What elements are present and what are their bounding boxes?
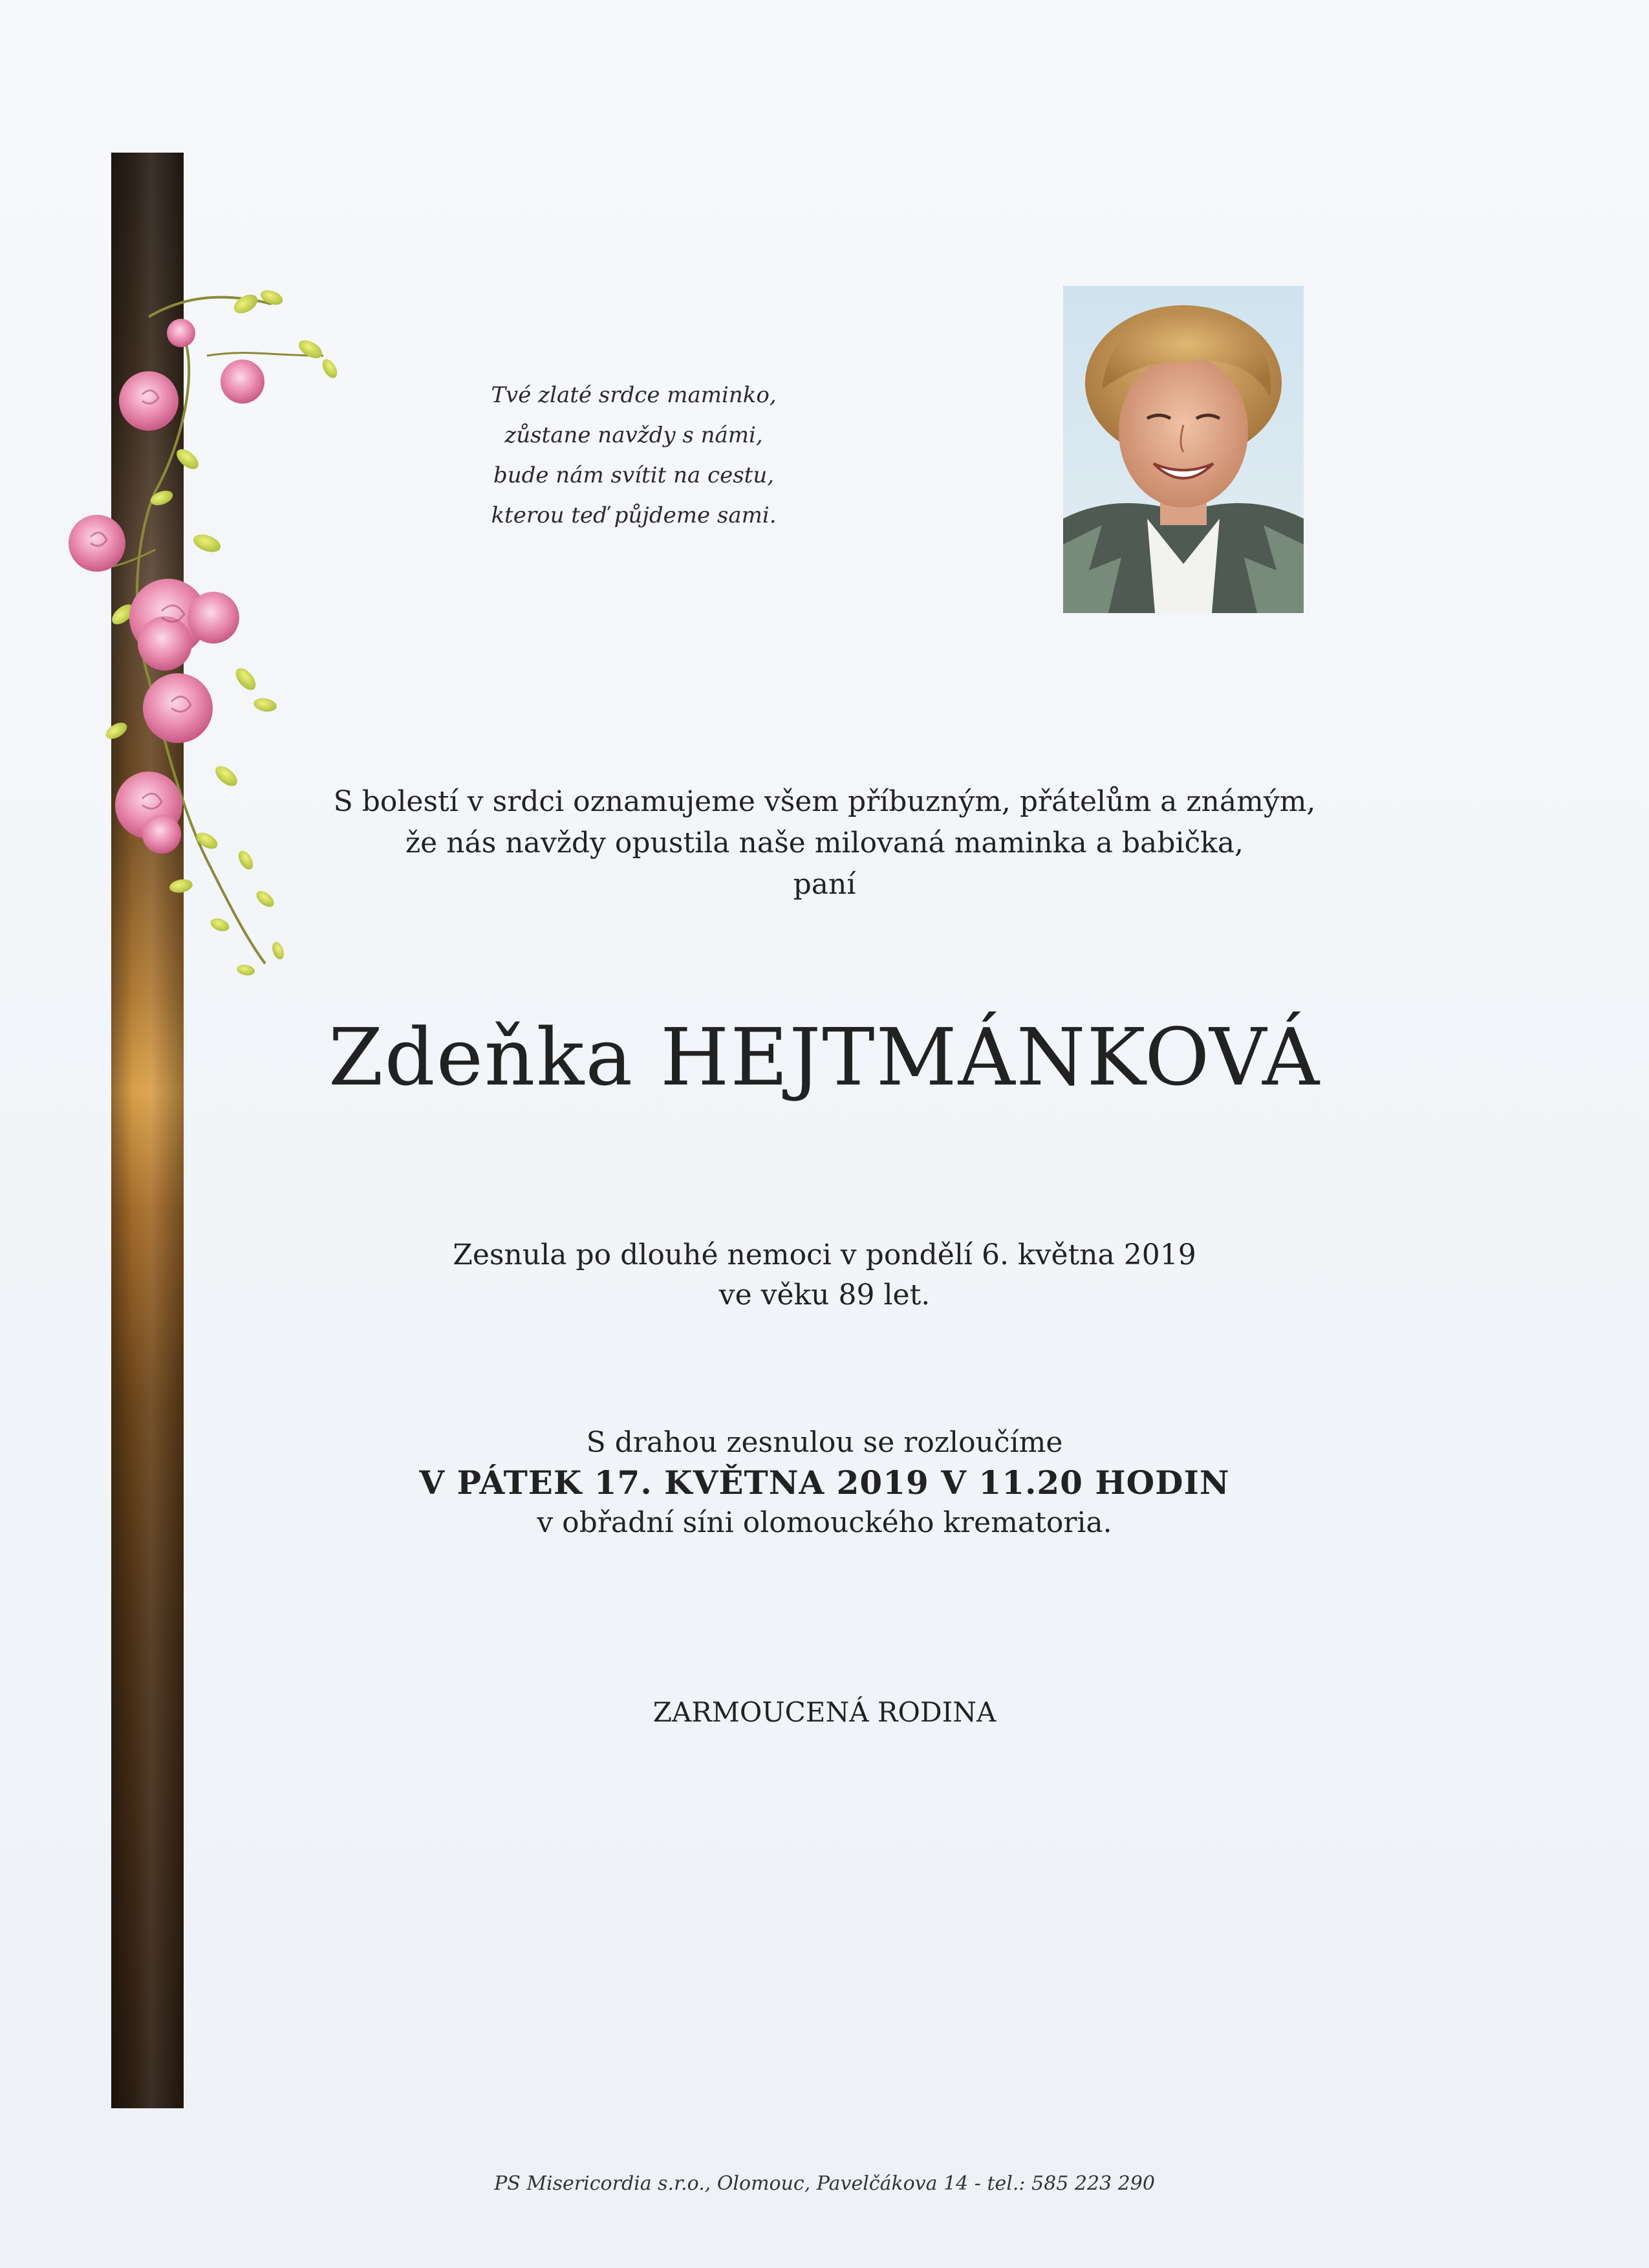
family-signature: ZARMOUCENÁ RODINA xyxy=(652,1696,997,1728)
funeral-datetime: V PÁTEK 17. KVĚTNA 2019 V 11.20 HODIN xyxy=(419,1463,1230,1502)
verse-line: bude nám svítit na cestu, xyxy=(493,462,775,488)
verse-line: Tvé zlaté srdce maminko, xyxy=(491,382,777,408)
roses xyxy=(69,319,264,854)
verse-line: kterou teď půjdeme sami. xyxy=(491,502,777,528)
death-info-line: Zesnula po dlouhé nemoci v pondělí 6. května 2019 xyxy=(453,1238,1196,1271)
deceased-name: Zdeňka HEJTMÁNKOVÁ xyxy=(328,1011,1321,1103)
funeral-intro: S drahou zesnulou se rozloučíme xyxy=(586,1426,1063,1459)
announcement-line: paní xyxy=(793,868,856,901)
undertaker-footer: PS Misericordia s.r.o., Olomouc, Pavelčákova 14 - tel.: 585 223 290 xyxy=(494,2172,1155,2195)
announcement-text xyxy=(194,781,1455,905)
portrait-photo xyxy=(1063,286,1304,613)
death-info-line: ve věku 89 let. xyxy=(718,1279,931,1312)
funeral-info xyxy=(194,1423,1455,1543)
death-info xyxy=(194,1235,1455,1315)
funeral-place: v obřadní síni olomouckého krematoria. xyxy=(537,1506,1112,1539)
verse-line: zůstane navždy s námi, xyxy=(504,422,763,448)
announcement-line: S bolestí v srdci oznamujeme všem příbuzným, přátelům a známým, xyxy=(333,785,1316,818)
announcement-line: že nás navždy opustila naše milovaná maminka a babička, xyxy=(405,826,1244,859)
poem-verse xyxy=(453,375,815,535)
